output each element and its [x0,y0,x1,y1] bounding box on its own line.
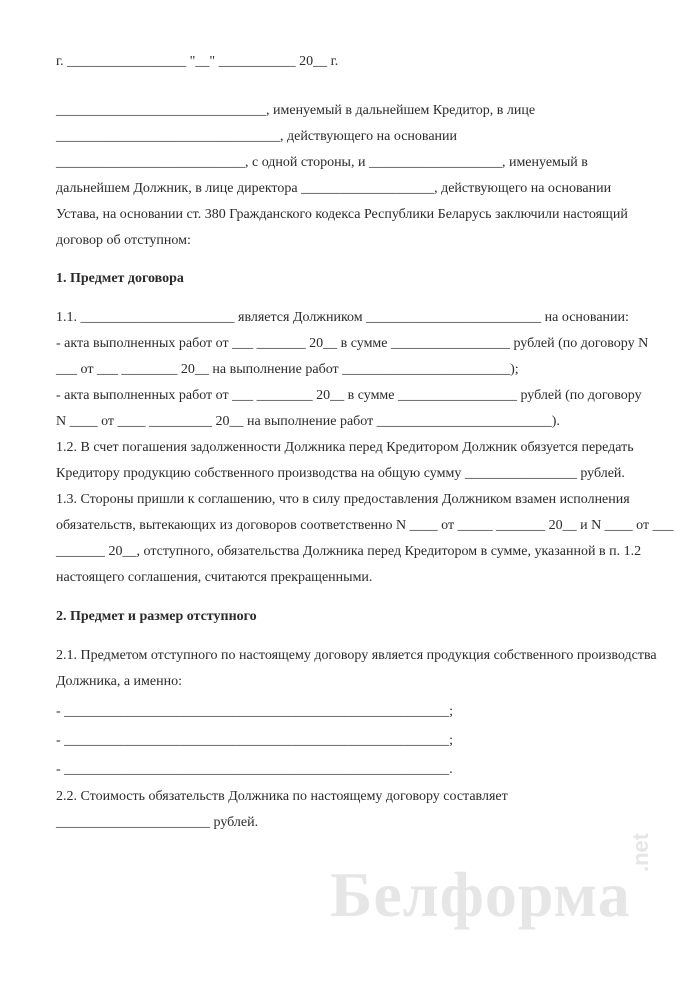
section-2-line: ______________________ рублей. [56,815,259,830]
section-2-line: - _______________________________________________________; [56,733,454,748]
section-2-heading: 2. Предмет и размер отступного [56,609,257,624]
section-2-line: 2.2. Стоимость обязательств Должника по настоящему договору составляет [56,789,508,804]
section-1-line: N ____ от ____ _________ 20__ на выполнение работ _________________________). [56,414,560,429]
preamble-line: ______________________________, именуемый в дальнейшем Кредитор, в лице [56,103,536,118]
preamble-line: ___________________________, с одной стороны, и ___________________, именуемый в [56,155,588,170]
preamble-line: договор об отступном: [56,233,191,248]
date-line: г. _________________ "__" ___________ 20__ г. [56,54,339,69]
section-2-line: - _______________________________________________________; [56,704,454,719]
section-1-line: ___ от ___ ________ 20__ на выполнение работ ________________________); [56,362,519,377]
section-1-heading: 1. Предмет договора [56,271,184,286]
section-1-line: - акта выполненных работ от ___ _______ 20__ в сумме _________________ рублей (по договору N [56,336,649,351]
section-1-line: Кредитору продукцию собственного производства на общую сумму ________________ рублей. [56,466,625,481]
section-1-line: 1.3. Стороны пришли к соглашению, что в силу предоставления Должником взамен исполнения [56,492,630,507]
section-1-line: - акта выполненных работ от ___ ________ 20__ в сумме _________________ рублей (по договору [56,388,642,403]
preamble-line: ________________________________, действующего на основании [56,129,458,144]
section-1-line: настоящего соглашения, считаются прекращенными. [56,570,373,585]
section-1-line: 1.2. В счет погашения задолженности Должника перед Кредитором Должник обязуется передать [56,440,634,455]
section-1-line: _______ 20__, отступного, обязательства Должника перед Кредитором в сумме, указанной в п. 1.2 [56,544,642,559]
section-1-line: 1.1. ______________________ является Должником _________________________ на основании: [56,310,629,325]
watermark-suffix: .net [628,832,653,872]
section-2-line: Должника, а именно: [56,674,182,689]
section-2-line: 2.1. Предметом отступного по настоящему договору является продукция собственного производства [56,648,657,663]
preamble-line: дальнейшем Должник, в лице директора ___________________, действующего на основании [56,181,612,196]
section-2-line: - _______________________________________________________. [56,762,453,777]
preamble-line: Устава, на основании ст. 380 Гражданского кодекса Республики Беларусь заключили настоящий [56,207,628,222]
section-1-line: обязательств, вытекающих из договоров соответственно N ____ от _____ _______ 20__ и N ____ от ___ [56,518,674,533]
watermark-logo: Белформа [330,859,631,930]
